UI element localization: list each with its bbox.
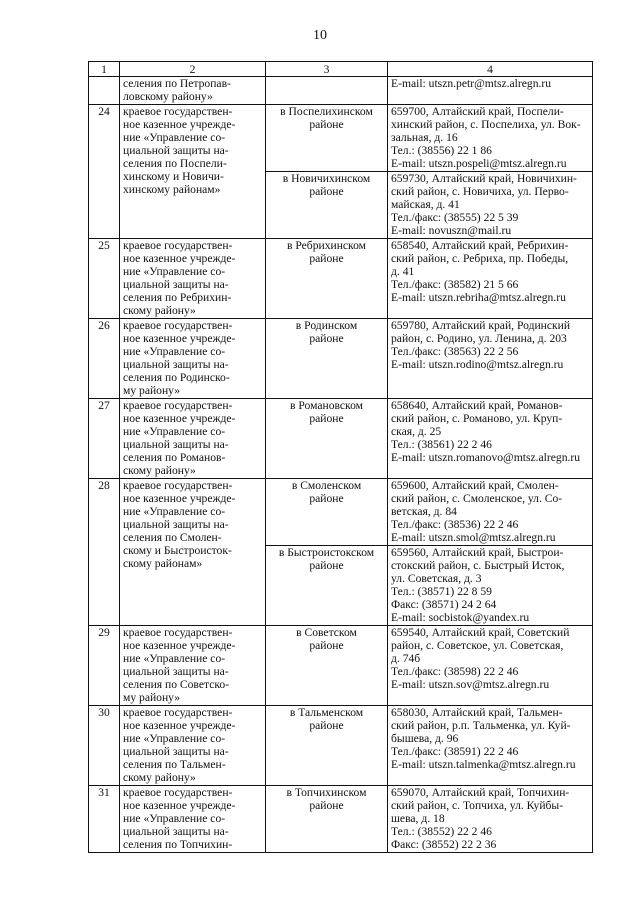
division-location-line: в Поспелихинском	[280, 105, 373, 118]
email-address[interactable]: E-mail: utszn.rebriha@mtsz.alregn.ru	[391, 291, 566, 304]
row-number: 26	[89, 319, 120, 399]
division-location-line: районе	[309, 185, 344, 198]
organization-name-line: селения по Петропав-	[123, 77, 231, 90]
division-location	[266, 399, 388, 479]
address-line: ветская, д. 84	[391, 505, 457, 518]
contact-details	[388, 546, 593, 626]
division-location-line: в Новичихинском	[282, 172, 371, 185]
table-row	[89, 706, 593, 786]
address-line: ский район, с. Новичиха, ул. Перво-	[391, 185, 569, 198]
organization-name-line: селения по Родинско-	[123, 371, 230, 384]
row-number: 25	[89, 239, 120, 319]
contact-details	[388, 399, 593, 479]
organization-name-line: циальной защиты на-	[123, 278, 229, 291]
division-location	[266, 105, 388, 172]
column-number-2: 2	[120, 62, 266, 77]
organization-name-line: краевое государствен-	[123, 239, 233, 252]
address-line: ская, д. 25	[391, 425, 442, 438]
contact-details	[388, 706, 593, 786]
organization-name-line: циальной защиты на-	[123, 665, 229, 678]
contact-details	[388, 479, 593, 546]
organization-name-line: краевое государствен-	[123, 399, 233, 412]
division-location-line: в Советском	[296, 626, 357, 639]
contact-details	[388, 172, 593, 239]
row-number: 29	[89, 626, 120, 706]
division-location-line: районе	[309, 639, 344, 652]
division-location-line: районе	[309, 799, 344, 812]
address-line: Тел./факс: (38536) 22 2 46	[391, 518, 519, 531]
address-line: 658540, Алтайский край, Ребрихин-	[391, 239, 569, 252]
email-address[interactable]: E-mail: utszn.pospeli@mtsz.alregn.ru	[391, 157, 567, 170]
division-location	[266, 239, 388, 319]
table-row	[89, 319, 593, 399]
organization-name-line: ние «Управление со-	[123, 505, 226, 518]
address-line: шева, д. 18	[391, 812, 445, 825]
page-number: 10	[313, 28, 327, 43]
address-line: Факс: (38552) 22 2 36	[391, 838, 497, 851]
organization-name-line: циальной защиты на-	[123, 825, 229, 838]
organization-name-line: скому району»	[123, 304, 196, 317]
organization-name-line: селения по Смолен-	[123, 531, 222, 544]
table-body	[89, 62, 593, 853]
division-location-line: районе	[309, 252, 344, 265]
address-line: 659070, Алтайский край, Топчихин-	[391, 786, 570, 799]
organization-name-line: скому районам»	[123, 557, 203, 570]
organization-name-line: краевое государствен-	[123, 319, 233, 332]
address-line: 659540, Алтайский край, Советский	[391, 626, 570, 639]
address-line: майская, д. 41	[391, 198, 460, 211]
address-line: ский район, с. Ребриха, пр. Победы,	[391, 252, 569, 265]
organization-name-line: ние «Управление со-	[123, 345, 226, 358]
email-address[interactable]: E-mail: utszn.romanovo@mtsz.alregn.ru	[391, 451, 581, 464]
organization-name-line: хинскому и Новичи-	[123, 170, 224, 183]
division-location	[266, 319, 388, 399]
address-line: ский район, с. Топчиха, ул. Куйбы-	[391, 799, 564, 812]
address-line: ский район, с. Романово, ул. Круп-	[391, 412, 563, 425]
address-line: ул. Советская, д. 3	[391, 572, 482, 585]
table-row	[89, 239, 593, 319]
email-address[interactable]: E-mail: utszn.talmenka@mtsz.alregn.ru	[391, 758, 576, 771]
organization-name-line: ловскому району»	[123, 90, 213, 103]
organization-name-line: селения по Поспели-	[123, 157, 227, 170]
division-location-line: в Родинском	[295, 319, 358, 332]
organization-name-line: ние «Управление со-	[123, 812, 226, 825]
organization-name-line: ное казенное учрежде-	[123, 118, 236, 131]
division-location	[266, 546, 388, 626]
contact-details	[388, 319, 593, 399]
email-address[interactable]: E-mail: socbistok@yandex.ru	[391, 611, 530, 624]
organization-name-line: ние «Управление со-	[123, 732, 226, 745]
contact-details	[388, 105, 593, 172]
table-row	[89, 479, 593, 546]
division-location	[266, 172, 388, 239]
division-location-line: районе	[309, 332, 344, 345]
address-line: Тел.: (38571) 22 8 59	[391, 585, 492, 598]
division-location-line: районе	[309, 492, 344, 505]
address-line: 659730, Алтайский край, Новичихин-	[391, 172, 577, 185]
address-line: Тел.: (38561) 22 2 46	[391, 438, 492, 451]
organization-name-line: циальной защиты на-	[123, 518, 229, 531]
organization-name-line: краевое государствен-	[123, 479, 233, 492]
organization-name-line: ние «Управление со-	[123, 425, 226, 438]
division-location	[266, 77, 388, 105]
email-address[interactable]: E-mail: utszn.petr@mtsz.alregn.ru	[391, 77, 552, 90]
address-line: 659700, Алтайский край, Поспели-	[391, 105, 564, 118]
division-location-line: районе	[309, 412, 344, 425]
organization-name-line: селения по Романов-	[123, 451, 226, 464]
organization-name	[120, 105, 266, 239]
address-line: Тел./факс: (38555) 22 5 39	[391, 211, 519, 224]
division-location-line: в Быстроистокском	[278, 546, 375, 559]
organization-name-line: ное казенное учрежде-	[123, 252, 236, 265]
organization-name-line: ное казенное учрежде-	[123, 332, 236, 345]
row-number: 31	[89, 786, 120, 853]
contact-details	[388, 239, 593, 319]
division-location-line: районе	[309, 118, 344, 131]
table-row	[89, 105, 593, 172]
organization-name-line: краевое государствен-	[123, 786, 233, 799]
address-line: 658030, Алтайский край, Тальмен-	[391, 706, 563, 719]
email-address[interactable]: E-mail: utszn.sov@mtsz.alregn.ru	[391, 678, 550, 691]
address-line: д. 74б	[391, 652, 421, 665]
organization-name-line: селения по Тальмен-	[123, 758, 226, 771]
row-number: 27	[89, 399, 120, 479]
address-line: 659600, Алтайский край, Смолен-	[391, 479, 559, 492]
email-address[interactable]: E-mail: utszn.rodino@mtsz.alregn.ru	[391, 358, 564, 371]
organization-name-line: селения по Советско-	[123, 678, 230, 691]
organization-name-line: циальной защиты на-	[123, 745, 229, 758]
address-line: Тел.: (38552) 22 2 46	[391, 825, 492, 838]
organization-name-line: ние «Управление со-	[123, 131, 226, 144]
organization-name-line: ное казенное учрежде-	[123, 639, 236, 652]
column-number-4: 4	[388, 62, 593, 77]
division-location-line: районе	[309, 559, 344, 572]
organization-name-line: краевое государствен-	[123, 105, 233, 118]
organization-name-line: селения по Топчихин-	[123, 838, 233, 851]
table-row	[89, 399, 593, 479]
division-location-line: в Топчихинском	[286, 786, 367, 799]
contact-details	[388, 77, 593, 105]
address-line: Тел.: (38556) 22 1 86	[391, 144, 492, 157]
organization-name	[120, 319, 266, 399]
organization-name-line: ние «Управление со-	[123, 265, 226, 278]
organization-name	[120, 706, 266, 786]
address-line: Тел./факс: (38582) 21 5 66	[391, 278, 519, 291]
address-line: 659560, Алтайский край, Быстрои-	[391, 546, 564, 559]
address-line: ский район, р.п. Тальменка, ул. Куй-	[391, 719, 571, 732]
division-location-line: в Тальменском	[289, 706, 364, 719]
organization-name	[120, 239, 266, 319]
organization-name-line: скому району»	[123, 464, 196, 477]
organization-name	[120, 77, 266, 105]
contact-details	[388, 626, 593, 706]
organization-name-line: циальной защиты на-	[123, 438, 229, 451]
column-number-1: 1	[89, 62, 120, 77]
address-line: район, с. Советское, ул. Советская,	[391, 639, 564, 652]
contact-details	[388, 786, 593, 853]
address-line: бышева, д. 96	[391, 732, 459, 745]
address-line: 658640, Алтайский край, Романов-	[391, 399, 563, 412]
organization-name-line: циальной защиты на-	[123, 358, 229, 371]
institutions-table	[88, 61, 593, 853]
organization-name-line: краевое государствен-	[123, 626, 233, 639]
address-line: стокский район, с. Быстрый Исток,	[391, 559, 565, 572]
division-location	[266, 706, 388, 786]
organization-name	[120, 399, 266, 479]
address-line: 659780, Алтайский край, Родинский	[391, 319, 571, 332]
organization-name-line: краевое государствен-	[123, 706, 233, 719]
division-location-line: районе	[309, 719, 344, 732]
address-line: хинский район, с. Поспелиха, ул. Вок-	[391, 118, 581, 131]
division-location-line: в Смоленском	[291, 479, 362, 492]
table-row	[89, 786, 593, 853]
address-line: Тел./факс: (38563) 22 2 56	[391, 345, 519, 358]
address-line: Факс: (38571) 24 2 64	[391, 598, 497, 611]
organization-name-line: ное казенное учрежде-	[123, 719, 236, 732]
organization-name-line: ное казенное учрежде-	[123, 799, 236, 812]
organization-name	[120, 626, 266, 706]
row-number: 24	[89, 105, 120, 239]
organization-name-line: скому и Быстроисток-	[123, 544, 232, 557]
division-location-line: в Романовском	[289, 399, 364, 412]
division-location	[266, 786, 388, 853]
column-number-3: 3	[266, 62, 388, 77]
row-number: 30	[89, 706, 120, 786]
column-number-row	[89, 62, 593, 77]
organization-name-line: селения по Ребрихин-	[123, 291, 232, 304]
table-row	[89, 626, 593, 706]
organization-name-line: хинскому районам»	[123, 183, 221, 196]
organization-name	[120, 479, 266, 626]
email-address[interactable]: E-mail: novuszn@mail.ru	[391, 224, 512, 237]
organization-name-line: му району»	[123, 691, 181, 704]
organization-name-line: му району»	[123, 384, 181, 397]
organization-name-line: ние «Управление со-	[123, 652, 226, 665]
address-line: ский район, с. Смоленское, ул. Со-	[391, 492, 563, 505]
organization-name-line: циальной защиты на-	[123, 144, 229, 157]
division-location-line: в Ребрихинском	[286, 239, 367, 252]
organization-name	[120, 786, 266, 853]
organization-name-line: ное казенное учрежде-	[123, 412, 236, 425]
division-location	[266, 626, 388, 706]
division-location	[266, 479, 388, 546]
address-line: район, с. Родино, ул. Ленина, д. 203	[391, 332, 567, 345]
organization-name-line: скому району»	[123, 771, 196, 784]
address-line: Тел./факс: (38598) 22 2 46	[391, 665, 519, 678]
email-address[interactable]: E-mail: utszn.smol@mtsz.alregn.ru	[391, 531, 556, 544]
row-number: 28	[89, 479, 120, 626]
address-line: зальная, д. 16	[391, 131, 458, 144]
address-line: д. 41	[391, 265, 415, 278]
organization-name-line: ное казенное учрежде-	[123, 492, 236, 505]
row-number	[89, 77, 120, 105]
table-row	[89, 77, 593, 105]
address-line: Тел./факс: (38591) 22 2 46	[391, 745, 519, 758]
